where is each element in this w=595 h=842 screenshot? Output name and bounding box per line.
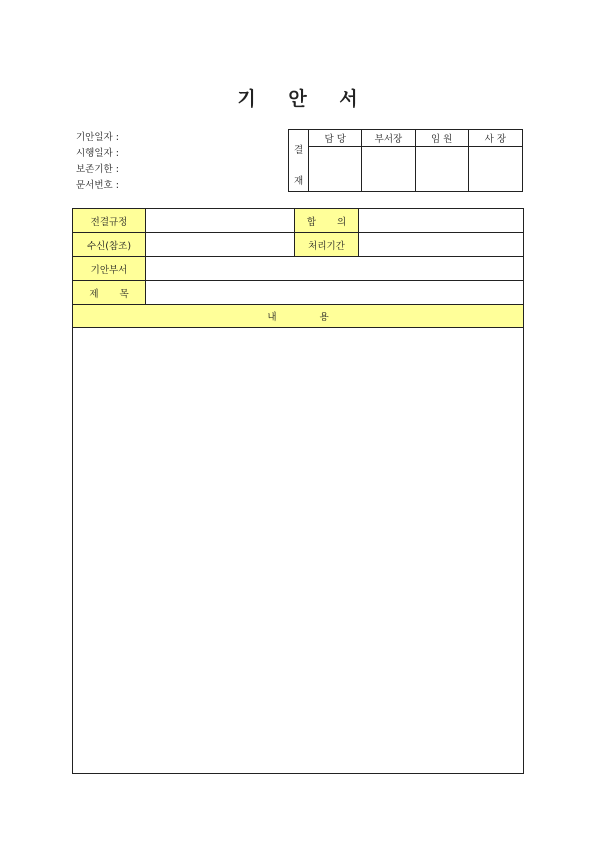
- recipient-field[interactable]: [146, 233, 295, 257]
- delegation-rule-label: 전결규정: [73, 209, 146, 233]
- subject-field[interactable]: [146, 281, 524, 305]
- delegation-rule-field[interactable]: [146, 209, 295, 233]
- drafting-department-field[interactable]: [146, 257, 524, 281]
- approval-sign-president[interactable]: [468, 146, 522, 191]
- retention-period-label: 보존기한 :: [76, 164, 119, 175]
- draft-form-table: [72, 208, 524, 774]
- recipient-label: 수신(참조): [73, 233, 146, 257]
- content-body[interactable]: [73, 328, 524, 774]
- approval-sign-dept-head[interactable]: [362, 146, 415, 191]
- approval-sign-staff[interactable]: [309, 146, 362, 191]
- drafting-department-label: 기안부서: [73, 257, 146, 281]
- approval-col-executive: 임 원: [415, 130, 468, 147]
- processing-period-label: 처리기간: [295, 233, 359, 257]
- approval-side-label-bottom: 재: [289, 169, 309, 192]
- approval-table: [288, 129, 523, 192]
- consultation-label: 합 의: [295, 209, 359, 233]
- approval-col-dept-head: 부서장: [362, 130, 415, 147]
- document-number-label: 문서번호 :: [76, 180, 119, 191]
- content-header: 내 용: [73, 305, 524, 328]
- approval-col-staff: 담 당: [309, 130, 362, 147]
- subject-label: 제 목: [73, 281, 146, 305]
- approval-side-label-top: 결: [289, 130, 309, 169]
- draft-date-label: 기안일자 :: [76, 132, 119, 143]
- approval-sign-executive[interactable]: [415, 146, 468, 191]
- consultation-field[interactable]: [359, 209, 524, 233]
- document-title: 기 안 서: [237, 88, 358, 110]
- approval-col-president: 사 장: [468, 130, 522, 147]
- processing-period-field[interactable]: [359, 233, 524, 257]
- document-meta: [76, 130, 119, 194]
- effective-date-label: 시행일자 :: [76, 148, 119, 159]
